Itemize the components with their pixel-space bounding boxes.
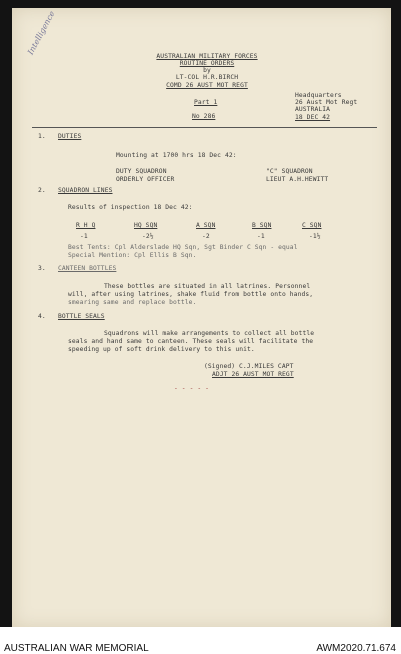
table-value-csqn: -1½ — [309, 233, 321, 240]
section4-line2: seals and hand same to canteen. These seals will facilitate the — [68, 338, 314, 345]
section3-line2: will, after using latrines, shake fluid from bottle onto hands, — [68, 291, 314, 298]
document-page — [12, 8, 391, 628]
archive-name: AUSTRALIAN WAR MEMORIAL — [4, 643, 149, 654]
table-value-hqsqn: -2½ — [142, 233, 154, 240]
section4-number: 4. — [38, 313, 46, 320]
order-number: No 286 — [192, 113, 216, 120]
table-header-asqn: A SQN — [196, 222, 216, 229]
section2-title: SQUADRON LINES — [58, 187, 113, 194]
section2-intro: Results of inspection 18 Dec 42: — [68, 204, 193, 211]
duty-squadron-label: DUTY SQUADRON — [116, 168, 167, 175]
section3-line1: These bottles are situated in all latrines. Personnel — [104, 283, 311, 290]
signature-line1: (Signed) C.J.MILES CAPT — [204, 363, 294, 370]
hq-date: 18 DEC 42 — [295, 114, 331, 121]
section3-line3: smearing same and replace bottle. — [68, 299, 197, 306]
hq-line1: Headquarters — [295, 92, 342, 99]
accession-number: AWM2020.71.674 — [316, 643, 396, 654]
part-label: Part 1 — [194, 99, 218, 106]
header-line2: ROUTINE ORDERS — [179, 60, 235, 67]
table-value-rhq: -1 — [80, 233, 88, 240]
table-header-csqn: C SQN — [302, 222, 322, 229]
header-line1: AUSTRALIAN MILITARY FORCES — [156, 53, 258, 60]
header-line4: LT-COL H.R.BIRCH — [175, 74, 239, 81]
table-header-rhq: R H Q — [76, 222, 96, 229]
section4-line3: speeding up of soft drink delivery to this unit. — [68, 346, 255, 353]
section3-title: CANTEEN BOTTLES — [58, 265, 117, 272]
signature-line2: ADJT 26 AUST MOT REGT — [212, 371, 294, 378]
best-tents-line: Best Tents: Cpl Alderslade HQ Sqn, Sgt Binder C Sqn - equal — [68, 244, 298, 251]
special-mention-line: Special Mention: Cpl Ellis B Sqn. — [68, 252, 197, 259]
section1-title: DUTIES — [58, 133, 82, 140]
header-line3: by — [203, 67, 211, 74]
section3-number: 3. — [38, 265, 46, 272]
section4-title: BOTTLE SEALS — [58, 313, 105, 320]
orderly-officer-value: LIEUT A.H.HEWITT — [266, 176, 329, 183]
section2-number: 2. — [38, 187, 46, 194]
table-value-bsqn: -1 — [257, 233, 265, 240]
table-header-hqsqn: HQ SQN — [134, 222, 158, 229]
table-header-bsqn: B SQN — [252, 222, 272, 229]
orderly-officer-label: ORDERLY OFFICER — [116, 176, 175, 183]
header-line5: COMD 26 AUST MOT REGT — [166, 82, 248, 89]
table-value-asqn: -2 — [202, 233, 210, 240]
hq-line2: 26 Aust Mot Regt — [295, 99, 358, 106]
archive-footer — [0, 627, 401, 653]
section1-number: 1. — [38, 133, 46, 140]
section4-line1: Squadrons will make arrangements to collect all bottle — [104, 330, 315, 337]
duty-squadron-value: "C" SQUADRON — [266, 168, 313, 175]
section1-intro: Mounting at 1700 hrs 18 Dec 42: — [116, 152, 237, 159]
closing-dashes: - - - - - — [174, 385, 210, 392]
header-rule — [32, 127, 377, 128]
handwritten-note: Intelligence — [26, 9, 57, 57]
hq-line3: AUSTRALIA — [295, 106, 331, 113]
